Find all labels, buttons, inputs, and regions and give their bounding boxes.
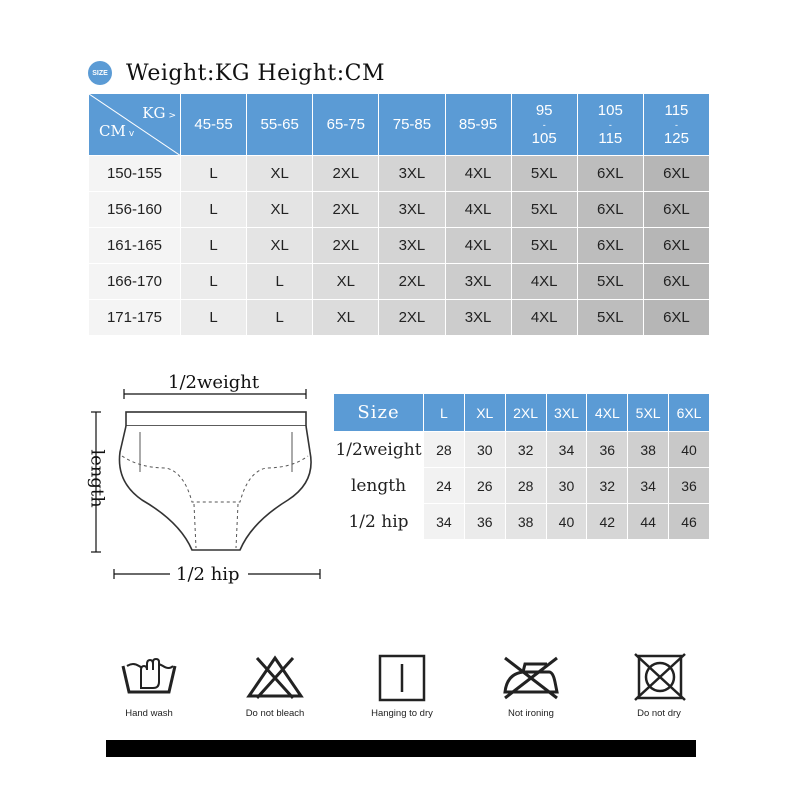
measurement-cell: 36 (464, 504, 505, 540)
half-hip-label: 1/2 hip (176, 564, 240, 585)
size-cell: 6XL (577, 192, 643, 228)
weight-range-text: 105 (531, 129, 557, 147)
size-cell: L (247, 264, 313, 300)
measurement-table (333, 393, 710, 540)
weight-column-header (643, 94, 709, 156)
measurement-cell: 32 (587, 468, 628, 504)
weight-range-text: 115 (664, 101, 689, 119)
title-text: Weight:KG Height:CM (126, 60, 385, 86)
weight-range-text: 115 (598, 129, 623, 147)
chart-title (88, 58, 385, 88)
measurement-cell: 26 (464, 468, 505, 504)
measurement-cell: 40 (546, 504, 587, 540)
size-chart-header-row (89, 94, 710, 156)
size-cell: 3XL (379, 192, 445, 228)
measurement-cell: 28 (424, 432, 465, 468)
measurement-cell: 46 (669, 504, 710, 540)
measurement-row (334, 504, 710, 540)
size-cell: XL (313, 264, 379, 300)
size-column-header: 4XL (587, 394, 628, 432)
size-cell: 4XL (445, 228, 511, 264)
measurement-row (334, 432, 710, 468)
size-column-header: 3XL (546, 394, 587, 432)
care-item-do-not-bleach (230, 652, 320, 719)
height-unit-label: CM v (99, 122, 135, 140)
size-cell: 2XL (379, 300, 445, 336)
measurement-cell: 44 (628, 504, 669, 540)
care-item-hand-wash (104, 652, 194, 719)
corner-cell (89, 94, 181, 156)
size-chart-table (88, 93, 710, 336)
size-cell: L (181, 192, 247, 228)
measurement-cell: 30 (464, 432, 505, 468)
size-cell: 5XL (511, 156, 577, 192)
weight-range-text: 85-95 (458, 115, 498, 133)
size-cell: 6XL (643, 264, 709, 300)
do-not-dry-icon (627, 652, 691, 702)
size-cell: 6XL (643, 300, 709, 336)
measurement-cell: 30 (546, 468, 587, 504)
size-cell: 2XL (313, 156, 379, 192)
size-column-header: XL (464, 394, 505, 432)
measurement-cell: 24 (424, 468, 465, 504)
height-range-label: 161-165 (89, 228, 181, 264)
weight-range-text: 75-85 (392, 115, 432, 133)
size-cell: 4XL (511, 300, 577, 336)
measurement-header-label: Size (334, 394, 424, 432)
care-caption: Hand wash (125, 708, 173, 719)
size-cell: 2XL (313, 192, 379, 228)
size-cell: L (247, 300, 313, 336)
weight-range-text: 95 (535, 101, 553, 119)
size-cell: 6XL (577, 156, 643, 192)
height-range-label: 171-175 (89, 300, 181, 336)
size-chart-row (89, 192, 710, 228)
weight-range-text: - (674, 119, 678, 130)
size-cell: 4XL (445, 156, 511, 192)
measurement-label: length (334, 468, 424, 504)
measurement-cell: 32 (505, 432, 546, 468)
care-item-do-not-dry (614, 652, 704, 719)
size-cell: 5XL (511, 228, 577, 264)
weight-column-header (511, 94, 577, 156)
size-chart-row (89, 156, 710, 192)
size-chart-row (89, 300, 710, 336)
weight-range-text: 65-75 (326, 115, 365, 133)
size-cell: L (181, 228, 247, 264)
care-caption: Do not bleach (245, 708, 305, 719)
measurement-cell: 28 (505, 468, 546, 504)
size-cell: 4XL (445, 192, 511, 228)
care-item-no-iron (486, 652, 576, 719)
measurement-label: 1/2 hip (334, 504, 424, 540)
size-chart-row (89, 264, 710, 300)
size-cell: L (181, 264, 247, 300)
measurement-cell: 38 (628, 432, 669, 468)
size-cell: XL (247, 156, 313, 192)
size-cell: 3XL (379, 156, 445, 192)
half-weight-label: 1/2weight (168, 372, 260, 393)
measurement-header-row (334, 394, 710, 432)
weight-range-text: 55-65 (260, 115, 299, 133)
hang-dry-icon (370, 652, 434, 702)
height-range-label: 150-155 (89, 156, 181, 192)
length-label: length (86, 449, 108, 508)
height-range-label: 166-170 (89, 264, 181, 300)
weight-range-text: - (542, 119, 546, 130)
weight-column-header (181, 94, 247, 156)
measurement-cell: 38 (505, 504, 546, 540)
size-badge: SIZE (88, 61, 112, 85)
size-column-header: L (424, 394, 465, 432)
care-caption: Hanging to dry (371, 708, 433, 719)
weight-range-text: 105 (597, 101, 623, 119)
weight-column-header (313, 94, 379, 156)
weight-column-header (247, 94, 313, 156)
weight-column-header (379, 94, 445, 156)
weight-range-text: - (608, 119, 612, 130)
hand-wash-icon (117, 652, 181, 702)
weight-column-header (577, 94, 643, 156)
care-caption: Not ironing (508, 708, 554, 719)
size-cell: 6XL (577, 228, 643, 264)
weight-column-header (445, 94, 511, 156)
size-cell: L (181, 300, 247, 336)
size-cell: 6XL (643, 192, 709, 228)
garment-diagram (80, 372, 330, 588)
measurement-cell: 34 (546, 432, 587, 468)
measurement-cell: 34 (628, 468, 669, 504)
bottom-bar (106, 740, 696, 757)
do-not-bleach-icon (243, 652, 307, 702)
size-cell: XL (247, 228, 313, 264)
weight-range-text: 45-55 (194, 115, 233, 133)
size-chart-row (89, 228, 710, 264)
measurement-cell: 36 (587, 432, 628, 468)
measurement-label: 1/2weight (334, 432, 424, 468)
measurement-cell: 42 (587, 504, 628, 540)
size-column-header: 2XL (505, 394, 546, 432)
size-cell: 3XL (445, 264, 511, 300)
briefs-outline-icon (80, 372, 330, 588)
size-column-header: 5XL (628, 394, 669, 432)
weight-unit-label: KG > (142, 104, 176, 122)
size-cell: 2XL (313, 228, 379, 264)
size-cell: 4XL (511, 264, 577, 300)
size-cell: L (181, 156, 247, 192)
height-range-label: 156-160 (89, 192, 181, 228)
care-item-hang-dry (357, 652, 447, 719)
size-cell: 5XL (577, 300, 643, 336)
size-cell: 5XL (511, 192, 577, 228)
no-iron-icon (499, 652, 563, 702)
size-cell: 6XL (643, 228, 709, 264)
size-column-header: 6XL (669, 394, 710, 432)
care-caption: Do not dry (637, 708, 681, 719)
weight-range-text: 125 (663, 129, 689, 147)
size-cell: 5XL (577, 264, 643, 300)
size-cell: 2XL (379, 264, 445, 300)
measurement-cell: 36 (669, 468, 710, 504)
measurement-cell: 34 (424, 504, 465, 540)
size-cell: XL (247, 192, 313, 228)
measurement-row (334, 468, 710, 504)
size-cell: 6XL (643, 156, 709, 192)
size-cell: 3XL (379, 228, 445, 264)
size-cell: 3XL (445, 300, 511, 336)
measurement-cell: 40 (669, 432, 710, 468)
size-cell: XL (313, 300, 379, 336)
